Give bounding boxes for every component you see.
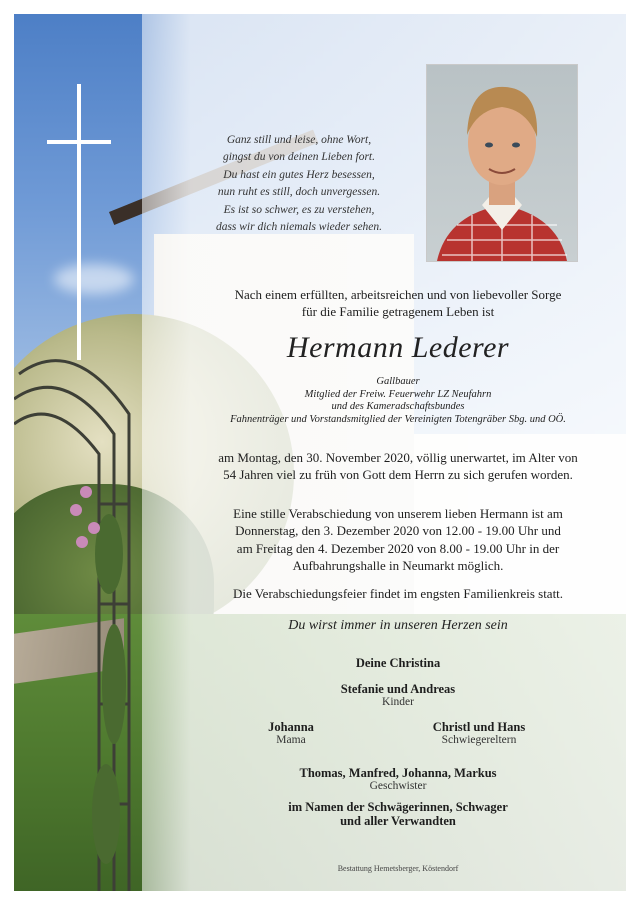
portrait-figure (427, 65, 577, 261)
poem-line: dass wir dich niemals wieder sehen. (215, 221, 383, 234)
cross-icon (14, 14, 142, 374)
family-in-laws (384, 720, 574, 747)
family-name: Christl und Hans (432, 720, 526, 734)
family-role: Schwiegereltern (441, 734, 517, 746)
family-children (170, 682, 626, 709)
family-name: und aller Verwandten (340, 814, 456, 828)
info-line: Mitglied der Freiw. Feuerwehr LZ Neufahrn (304, 388, 492, 400)
family-others (170, 800, 626, 828)
info-line: Fahnenträger und Vorstandsmitglied der Vereinigten Totengräber Sbg. und OÖ. (230, 413, 566, 425)
text-line: Aufbahrungshalle in Neumarkt möglich. (292, 557, 504, 573)
family-name: Deine Christina (355, 656, 441, 670)
family-name: Johanna (268, 720, 314, 734)
text-line: am Montag, den 30. November 2020, völlig unerwartet, im Alter von (218, 450, 578, 465)
intro-line: für die Familie getragenem Leben ist (301, 304, 495, 319)
portrait-photo (426, 64, 578, 262)
text-line: Eine stille Verabschiedung von unserem lieben Hermann ist am (233, 506, 563, 521)
obituary-page (14, 14, 626, 891)
clematis-flower (88, 522, 100, 534)
info-line: und des Kameradschaftsbundes (331, 401, 465, 413)
poem (194, 132, 404, 236)
poem-line: Du hast ein gutes Herz besessen, (223, 168, 375, 181)
family-role: Geschwister (369, 780, 427, 792)
farewell-notice (170, 505, 626, 574)
clematis-flower (70, 504, 82, 516)
family-name: im Namen der Schwägerinnen, Schwager (288, 800, 508, 814)
poem-line: gingst du von deinen Lieben fort. (222, 151, 376, 164)
deceased-info (170, 376, 626, 426)
text-line: Donnerstag, den 3. Dezember 2020 von 12.00 - 19.00 Uhr und (235, 523, 561, 539)
death-notice (170, 449, 626, 484)
deceased-name: Hermann Lederer (286, 331, 510, 364)
text-line: am Freitag den 4. Dezember 2020 von 8.00 - 19.00 Uhr in der (236, 540, 560, 556)
intro-line: Nach einem erfüllten, arbeitsreichen und von liebevoller Sorge (234, 287, 562, 302)
family-siblings (170, 766, 626, 793)
intro-text (170, 286, 626, 320)
info-line: Gallbauer (376, 376, 420, 387)
family-role: Kinder (382, 696, 414, 708)
family-wife (170, 656, 626, 670)
family-mother (226, 720, 356, 747)
ceremony-notice: Die Verabschiedungsfeier findet im engsten Familienkreis statt. (232, 586, 564, 601)
funeral-home: Bestattung Hemetsberger, Köstendorf (337, 864, 459, 873)
clematis-flower (80, 486, 92, 498)
text-line: 54 Jahren viel zu früh von Gott dem Herrn zu sich gerufen worden. (223, 467, 573, 483)
rose-arch (14, 354, 144, 891)
poem-line: nun ruht es still, doch unvergessen. (217, 186, 381, 199)
family-name: Stefanie und Andreas (340, 682, 456, 696)
family-name: Thomas, Manfred, Johanna, Markus (299, 766, 497, 780)
motto: Du wirst immer in unseren Herzen sein (288, 618, 508, 633)
clematis-flower (76, 536, 88, 548)
poem-line: Es ist so schwer, es zu verstehen, (223, 203, 375, 216)
family-role: Mama (276, 734, 306, 746)
poem-line: Ganz still und leise, ohne Wort, (226, 134, 372, 146)
